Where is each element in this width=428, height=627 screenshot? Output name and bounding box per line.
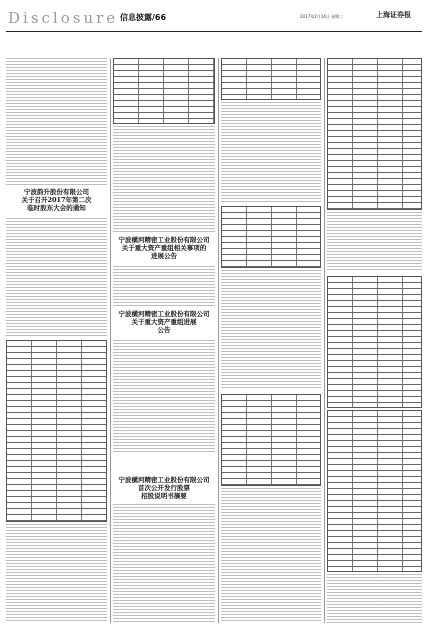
column-divider — [218, 58, 219, 623]
article-body — [113, 340, 215, 452]
notice-title — [8, 188, 105, 212]
article-body — [327, 212, 422, 272]
notice-title-line: 公告 — [157, 326, 171, 334]
notice-title-line: 宁波横河精密工业股份有限公司 — [118, 236, 210, 244]
publication-date: 2017年2月14日 星期二 — [300, 14, 344, 19]
article-body — [6, 172, 107, 186]
notice-title-line: 关于重大资产重组相关事项的 — [121, 244, 207, 252]
section-title: 信息披露/66 — [120, 13, 167, 22]
financial-table — [327, 276, 422, 408]
notice-title-line: 招股说明书摘要 — [141, 492, 187, 500]
notice-title-line: 宁波横河精密工业股份有限公司 — [118, 476, 210, 484]
notice-title-line: 临时股东大会的通知 — [27, 204, 86, 212]
notice-title — [115, 236, 213, 260]
column-divider — [110, 58, 111, 623]
brand-logo: Disclosure — [8, 9, 119, 27]
article-body — [221, 102, 321, 202]
article-body — [6, 218, 107, 338]
notice-title-line: 进展公告 — [151, 252, 177, 260]
column-2 — [113, 58, 215, 623]
agenda-table — [6, 340, 107, 522]
notice-title-line: 关于召开2017年第二次 — [21, 196, 92, 204]
notice-title-line: 宁波横河精密工业股份有限公司 — [118, 310, 210, 318]
article-body — [221, 270, 321, 390]
column-4 — [327, 58, 422, 623]
article-body — [113, 504, 215, 623]
masthead — [0, 0, 428, 32]
notice-title — [115, 310, 213, 334]
article-body — [221, 488, 321, 623]
article-body — [113, 126, 215, 234]
notice-title-line: 首次公开发行股票 — [138, 484, 190, 492]
article-body — [113, 266, 215, 306]
notice-title — [115, 476, 213, 500]
article-body — [327, 574, 422, 623]
financial-table — [221, 394, 321, 486]
data-table — [221, 58, 321, 100]
balance-sheet-table — [327, 58, 422, 210]
data-table — [113, 58, 215, 124]
financial-table — [327, 410, 422, 572]
financial-table — [221, 206, 321, 268]
notice-title-line: 关于重大资产重组进展 — [131, 318, 197, 326]
header-rule — [6, 31, 422, 32]
notice-title-line: 宁波韵升股份有限公司 — [24, 188, 89, 196]
column-3 — [221, 58, 321, 623]
article-body — [6, 58, 107, 170]
column-divider — [324, 58, 325, 623]
column-1 — [6, 58, 107, 623]
article-body — [6, 524, 107, 623]
newspaper-name: 上海证券报 — [376, 10, 411, 19]
